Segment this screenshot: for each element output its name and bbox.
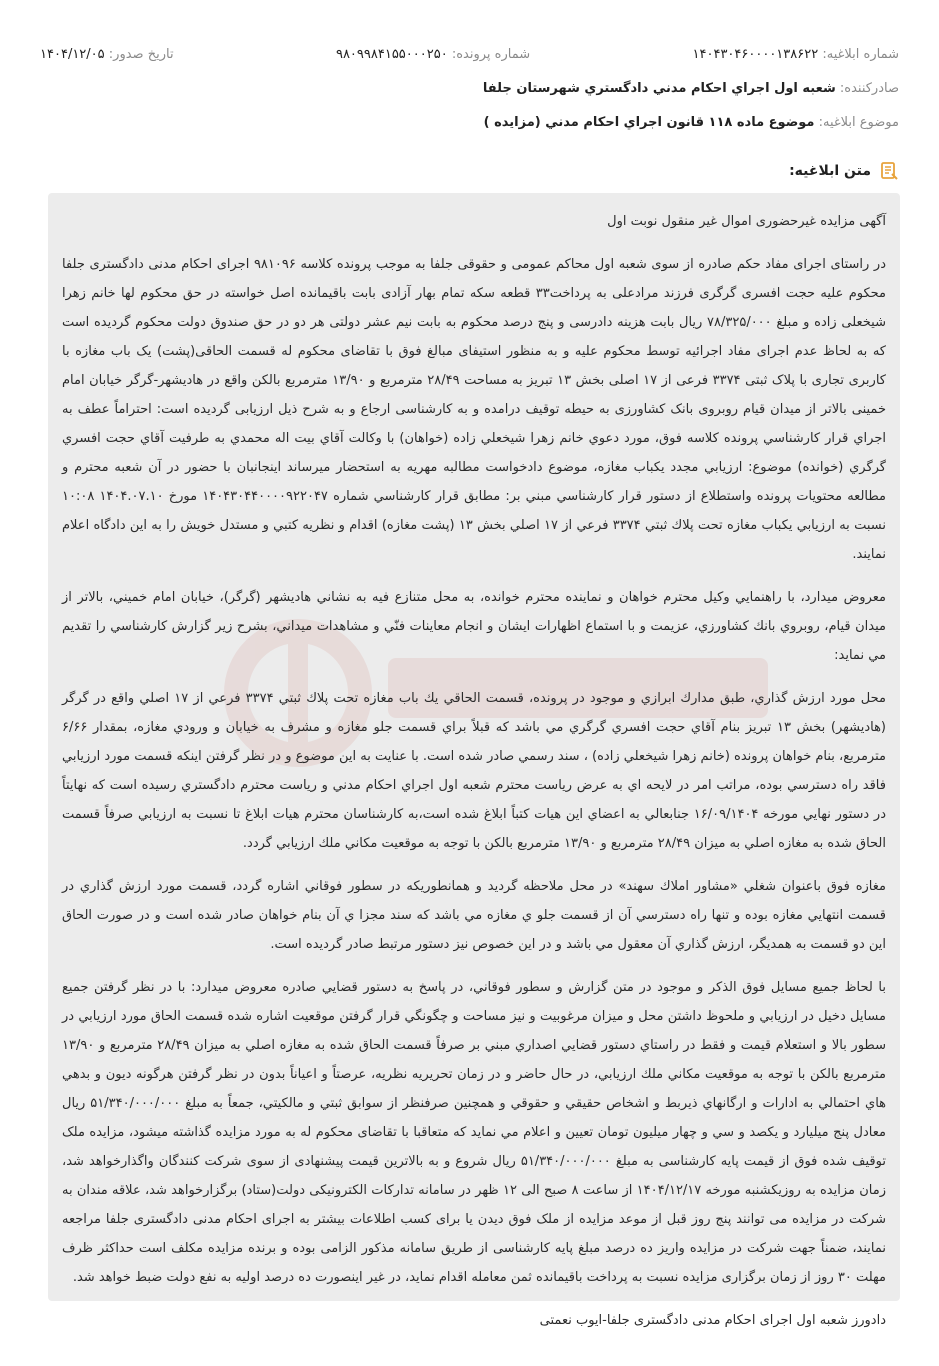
issuer-value: شعبه اول اجراي احكام مدني دادگستري شهرستان جلفا bbox=[482, 81, 836, 96]
notice-paragraph: محل مورد ارزش گذاري، طبق مدارك ابرازي و موجود در پرونده، قسمت الحاقي يك باب مغازه تحت پلاك ثبتي ۳۳۷۴ فرعي از ۱۷ اصلي واقع در گرگر (هاديشهر) بخش ۱۳ تبريز بنام آقاي حجت افسري گرگري مي باشد كه قبلاً براي قسمت جلو مغازه و مشرف به خيابان و ورودي مغازه، بمقدار ۶/۶۶ مترمربع، بنام خواهان پرونده (خانم زهرا شيخعلي زاده) ، سند رسمي صادر شده است. با عنايت به اين موضوع و در نظر گرفتن اينكه قسمت مورد ارزيابي فاقد راه دسترسي بوده، مراتب امر در لايحه اي به عرض رياست محترم شعبه اول اجراي احكام مدني و رياست محترم دادگستري رسيده است كه نهايتاً در دستور نهايي مورخه ۱۶/۰۹/۱۴۰۴ جنابعالي به اعضاي اين هيات كتباً ابلاغ شده است،به كارشناسان محترم هيات ابلاغ تا نسبت به ارزيابي صرفاً قسمت الحاق شده به مغازه اصلي به ميزان ۲۸/۴۹ مترمربع و ۱۳/۹۰ مترمربع بالكن با توجه به موقعيت مكاني ملك ارزيابي گردد. bbox=[62, 691, 886, 851]
notice-paragraph: با لحاظ جميع مسايل فوق الذكر و موجود در متن گزارش و سطور فوقاني، در پاسخ به دستور قضايي صادره معروض ميدارد: با در نظر گرفتن جميع مسايل دخيل در ارزيابي و ملحوظ داشتن محل و ميزان مرغوبيت و نيز مساحت و چگونگي قرار گرفتن موقعيت اشاره شده قسمت الحاق مورد ارزيابي در سطور بالا و استعلام قيمت و فقط در راستاي دستور قضايي اصداري مبني بر صرفاً قسمت الحاق شده به مغازه اصلي به ميزان ۲۸/۴۹ مترمربع و ۱۳/۹۰ مترمربع بالكن با توجه به موقعيت مكاني ملك ارزيابي، در حال حاضر و در زمان تحريريه نظريه، عرصتاً و اعياناً بدون در نظر گرفتن هرگونه ديون و بدهي هاي احتمالي به ادارات و ارگانهاي ذيربط و اشخاص حقيقي و حقوقي و همچنين صرفنظر از سوابق ثبتي و مالكيتي، جمعاً به مبلغ ۵۱/۳۴۰/۰۰۰/۰۰۰ ريال معادل پنج ميليارد و يكصد و سي و چهار ميليون تومان تعيين و اعلام مي نمايد كه متعاقبا با تقاضای محکوم له به مورد مزایده گذاشته میشود، مزايده ملک توقیف شده فوق از قيمت پايه كارشناسی به مبلغ ۵۱/۳۴۰/۰۰۰/۰۰۰ ریال شروع و به بالاترين قيمت پيشنهادی از سوی شرکت کنندگان واگذارخواهد شد، زمان مزايده به روزیکشنبه مورخه ۱۴۰۴/۱۲/۱۷ از ساعت ۸ صبح الی ۱۲ ظهر در سامانه تدارکات الکترونیکی دولت(ستاد) برگزارخواهد شد، علاقه مندان به شرکت در مزایده می توانند پنج روز قبل از موعد مزايده از ملک فوق ديدن يا برای کسب اطلاعات بيشتر به اجرای احکام مدنی دادگستری جلفا مراجعه نمايند، ضمناً جهت شرکت در مزايده واريز ده درصد مبلغ پايه کارشناسی از طريق سامانه مذکور الزامی بوده و برنده مزايده مکلف است حداکثر ظرف مهلت ۳۰ روز از زمان برگزاری مزايده نسبت به پرداخت باقیمانده ثمن معامله اقدام نمايد، در غير اينصورت ده درصد اوليه به نفع دولت ضبط خواهد شد. bbox=[62, 980, 887, 1285]
notice-number bbox=[693, 45, 899, 65]
notice-title: آگهی مزایده غیرحضوری اموال غیر منقول نوبت اول bbox=[607, 214, 886, 229]
case-number-value: ۹۸۰۹۹۸۴۱۵۵۰۰۰۲۵۰ bbox=[335, 47, 448, 62]
meta-row-numbers bbox=[40, 45, 899, 65]
notice-paragraph: معروض ميدارد، با راهنمايي وكيل محترم خواهان و نماينده محترم خوانده، به محل متنازع فيه به نشاني هاديشهر (گرگر)، خيابان امام خميني، بالاتر از ميدان قيام، روبروي بانك كشاورزي، عزيمت و با استماع اظهارات ايشان و انجام معاينات فنّي و مشاهدات ميداني، بشرح زير گزارش كارشناسي را تقديم مي نمايد: bbox=[62, 590, 886, 663]
subject-label: موضوع ابلاغیه: bbox=[818, 115, 899, 130]
meta-row-issuer bbox=[40, 79, 899, 99]
notice-number-label: شماره ابلاغیه: bbox=[822, 47, 899, 62]
issue-date bbox=[40, 45, 174, 65]
body-heading bbox=[789, 161, 899, 181]
subject-value: موضوع ماده ۱۱۸ قانون اجراي احكام مدني (مزايده ) bbox=[483, 115, 815, 130]
meta-row-subject bbox=[40, 113, 899, 133]
body-heading-label: متن ابلاغیه: bbox=[789, 163, 871, 179]
notice-body bbox=[48, 193, 900, 1328]
case-number-label: شماره پرونده: bbox=[451, 47, 531, 62]
notice-paragraph: در راستای اجرای مفاد حکم صادره از سوی شعبه اول محاکم عمومی و حقوقی جلفا به موجب پرونده کلاسه ۹۸۱۰۹۶ اجرای احکام مدنی دادگستری جلفا محکوم علیه حجت افسری گرگری فرزند مرادعلی به پرداخت۳۳ قطعه سکه تمام بهار آزادی بابت باقیمانده اصل خواسته در حق محکوم لها خانم زهرا شیخعلی زاده و مبلغ ۷۸/۳۲۵/۰۰۰ ریال بابت هزینه دادرسی و پنج درصد محکوم به بابت نیم عشر دولتی هر دو در حق صندوق دولت محکوم گردیده است که به لحاظ عدم اجرای مفاد اجرائیه توسط محکوم علیه و به منظور استیفای مبالغ فوق با تقاضای محکوم له قسمت الحاقی(پشت) یک باب مغازه با کاربری تجاری با پلاک ثبتی ۳۳۷۴ فرعی از ۱۷ اصلی بخش ۱۳ تبریز به مساحت ۲۸/۴۹ مترمربع و ۱۳/۹۰ مترمربع بالکن واقع در هادیشهر-گرگر خیابان امام خمینی بالاتر از میدان قیام روبروی بانک کشاورزی به حیطه توقیف درامده و به کارشناسی ارجاع و به شرح ذیل ارزیابی گردیده است: احتراماً عطف به اجراي قرار كارشناسي پرونده كلاسه فوق، مورد دعوي خانم زهرا شيخعلي زاده (خواهان) با وكالت آقاي بيت اله محمدي به طرفيت آقاي حجت افسري گرگري (خوانده) موضوع: ارزيابي مجدد يكباب مغازه، موضوع دادخواست مطالبه مهريه به استحضار ميرساند اينجانبان با حضور در آن شعبه محترم و مطالعه محتويات پرونده واستطلاع از دستور قرار كارشناسي مبني بر: مطابق قرار كارشناسي شماره ۱۴۰۴۳۰۴۴۰۰۰۰۹۲۲۰۴۷ مورخ ۱۴۰۴.۰۷.۱۰ ۱۰:۰۸ نسبت به ارزيابي يكباب مغازه تحت پلاك ثبتي ۳۳۷۴ فرعي از ۱۷ اصلي بخش ۱۳ (پشت مغازه) اقدام و نظريه كتبي و مستدل خويش را به اين دادگاه اعلام نمايند. bbox=[62, 257, 887, 562]
issue-date-label: تاریخ صدور: bbox=[108, 47, 174, 62]
issue-date-value: ۱۴۰۴/۱۲/۰۵ bbox=[40, 47, 105, 62]
issuer-label: صادرکننده: bbox=[839, 81, 899, 96]
notice-number-value: ۱۴۰۴۳۰۴۶۰۰۰۰۱۳۸۶۲۲ bbox=[692, 47, 819, 62]
notice-paragraph: مغازه فوق باعنوان شغلي «مشاور املاك سهند» در محل ملاحظه گرديد و همانطوريكه در سطور فوقاني اشاره گردد، قسمت مورد ارزش گذاري در قسمت انتهايي مغازه بوده و تنها راه دسترسي آن از قسمت جلو ي مغازه مي باشد كه سند مجزا ي آن بنام خواهان صادر شده است و در صورت الحاق اين دو قسمت به همديگر، ارزش گذاري آن معقول مي باشد و در اين خصوص نيز دستور مرتبط صادر گرديده است. bbox=[62, 879, 886, 952]
case-number bbox=[336, 45, 530, 65]
document-icon bbox=[879, 161, 899, 181]
notice-signature: دادورز شعبه اول اجرای احکام مدنی دادگستری جلفا-ایوب نعمتی bbox=[539, 1313, 886, 1328]
